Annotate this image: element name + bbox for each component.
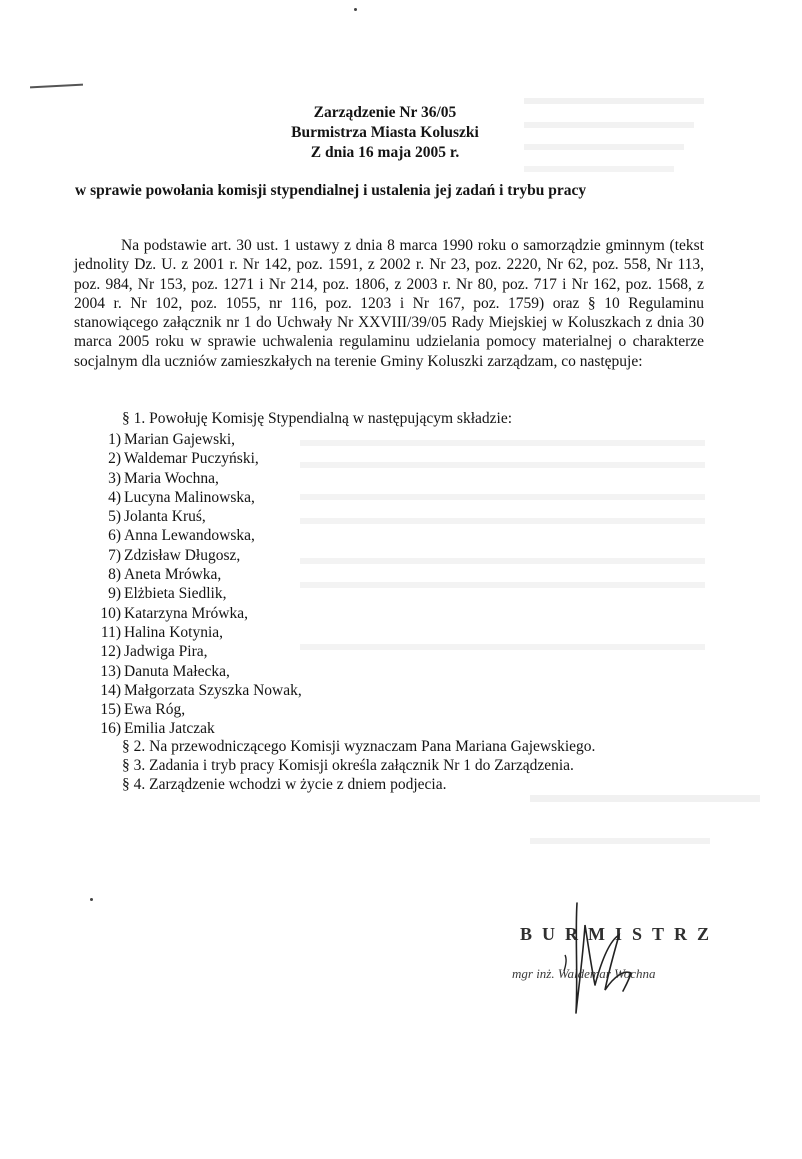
bleed-through (300, 462, 705, 468)
bleed-through (530, 795, 760, 802)
document-subject: w sprawie powołania komisji stypendialnej i ustalenia jej zadań i trybu pracy (75, 182, 587, 199)
list-item: 13) Danuta Małecka, (100, 662, 230, 680)
list-item: 8) Aneta Mrówka, (108, 566, 222, 584)
list-item: 14) Małgorzata Szyszka Nowak, (100, 681, 302, 699)
list-item: 15) Ewa Róg, (100, 701, 186, 719)
section-4: § 4. Zarządzenie wchodzi w życie z dniem podjecia. (122, 776, 447, 793)
list-item: 9) Elżbieta Siedlik, (108, 585, 227, 603)
bleed-through (300, 440, 705, 446)
title-line-2: Burmistrza Miasta Koluszki (291, 124, 479, 141)
section-1: § 1. Powołuję Komisję Stypendialną w następującym składzie: (122, 410, 513, 427)
handwritten-signature (545, 895, 675, 1025)
list-item: 7) Zdzisław Długosz, (108, 546, 241, 564)
list-item: 5) Jolanta Kruś, (108, 508, 206, 526)
bleed-through (524, 166, 674, 172)
title-line-1: Zarządzenie Nr 36/05 (313, 104, 457, 121)
list-item: 3) Maria Wochna, (108, 469, 219, 487)
scan-speck (90, 898, 93, 901)
bleed-through (300, 494, 705, 500)
list-item: 4) Lucyna Malinowska, (108, 488, 255, 506)
scan-speck (354, 8, 357, 11)
title-line-3: Z dnia 16 maja 2005 r. (310, 144, 460, 161)
section-3: § 3. Zadania i tryb pracy Komisji określa załącznik Nr 1 do Zarządzenia. (122, 757, 574, 774)
list-item: 2) Waldemar Puczyński, (108, 450, 259, 468)
list-item: 16) Emilia Jatczak (100, 720, 215, 738)
bleed-through (300, 582, 705, 588)
bleed-through (300, 518, 705, 524)
list-item: 10) Katarzyna Mrówka, (100, 604, 248, 622)
list-item: 6) Anna Lewandowska, (108, 527, 255, 545)
margin-mark (30, 84, 83, 89)
list-item: 1) Marian Gajewski, (108, 431, 236, 448)
section-2: § 2. Na przewodniczącego Komisji wyznaczam Pana Mariana Gajewskiego. (122, 738, 596, 755)
stamp-title: BURMISTRZ (520, 924, 720, 944)
stamp-name: mgr inż. Waldemar Wochna (512, 966, 656, 981)
list-item: 12) Jadwiga Pira, (100, 643, 208, 661)
bleed-through (530, 838, 710, 844)
commission-members-list (95, 430, 302, 739)
bleed-through (300, 558, 705, 564)
list-item: 11) Halina Kotynia, (100, 623, 224, 641)
preamble-paragraph: Na podstawie art. 30 ust. 1 ustawy z dnia 8 marca 1990 roku o samorządzie gminnym (tekst jednolity Dz. U. z 2001 r. Nr 142, poz. 1591, z 2002 r. Nr 23, poz. 2220, Nr 62, poz. 558, Nr 113, poz. 984, Nr 153, poz. 1271 i Nr 214, poz. 1806, z 2003 r. Nr 80, poz. 717 i Nr 162, poz. 1568, z 2004 r. Nr 102, poz. 1055, nr 116, poz. 1203 i Nr 167, poz. 1759) oraz § 10 Regulaminu stanowiącego załącznik nr 1 do Uchwały Nr XXVIII/39/05 Rady Miejskiej w Koluszkach z dnia 30 marca 2005 roku w sprawie uchwalenia regulaminu udzielania pomocy materialnej o charakterze socjalnym dla uczniów zamieszkałych na terenie Gminy Koluszki zarządzam, co następuje: (74, 237, 704, 370)
bleed-through (300, 644, 705, 650)
